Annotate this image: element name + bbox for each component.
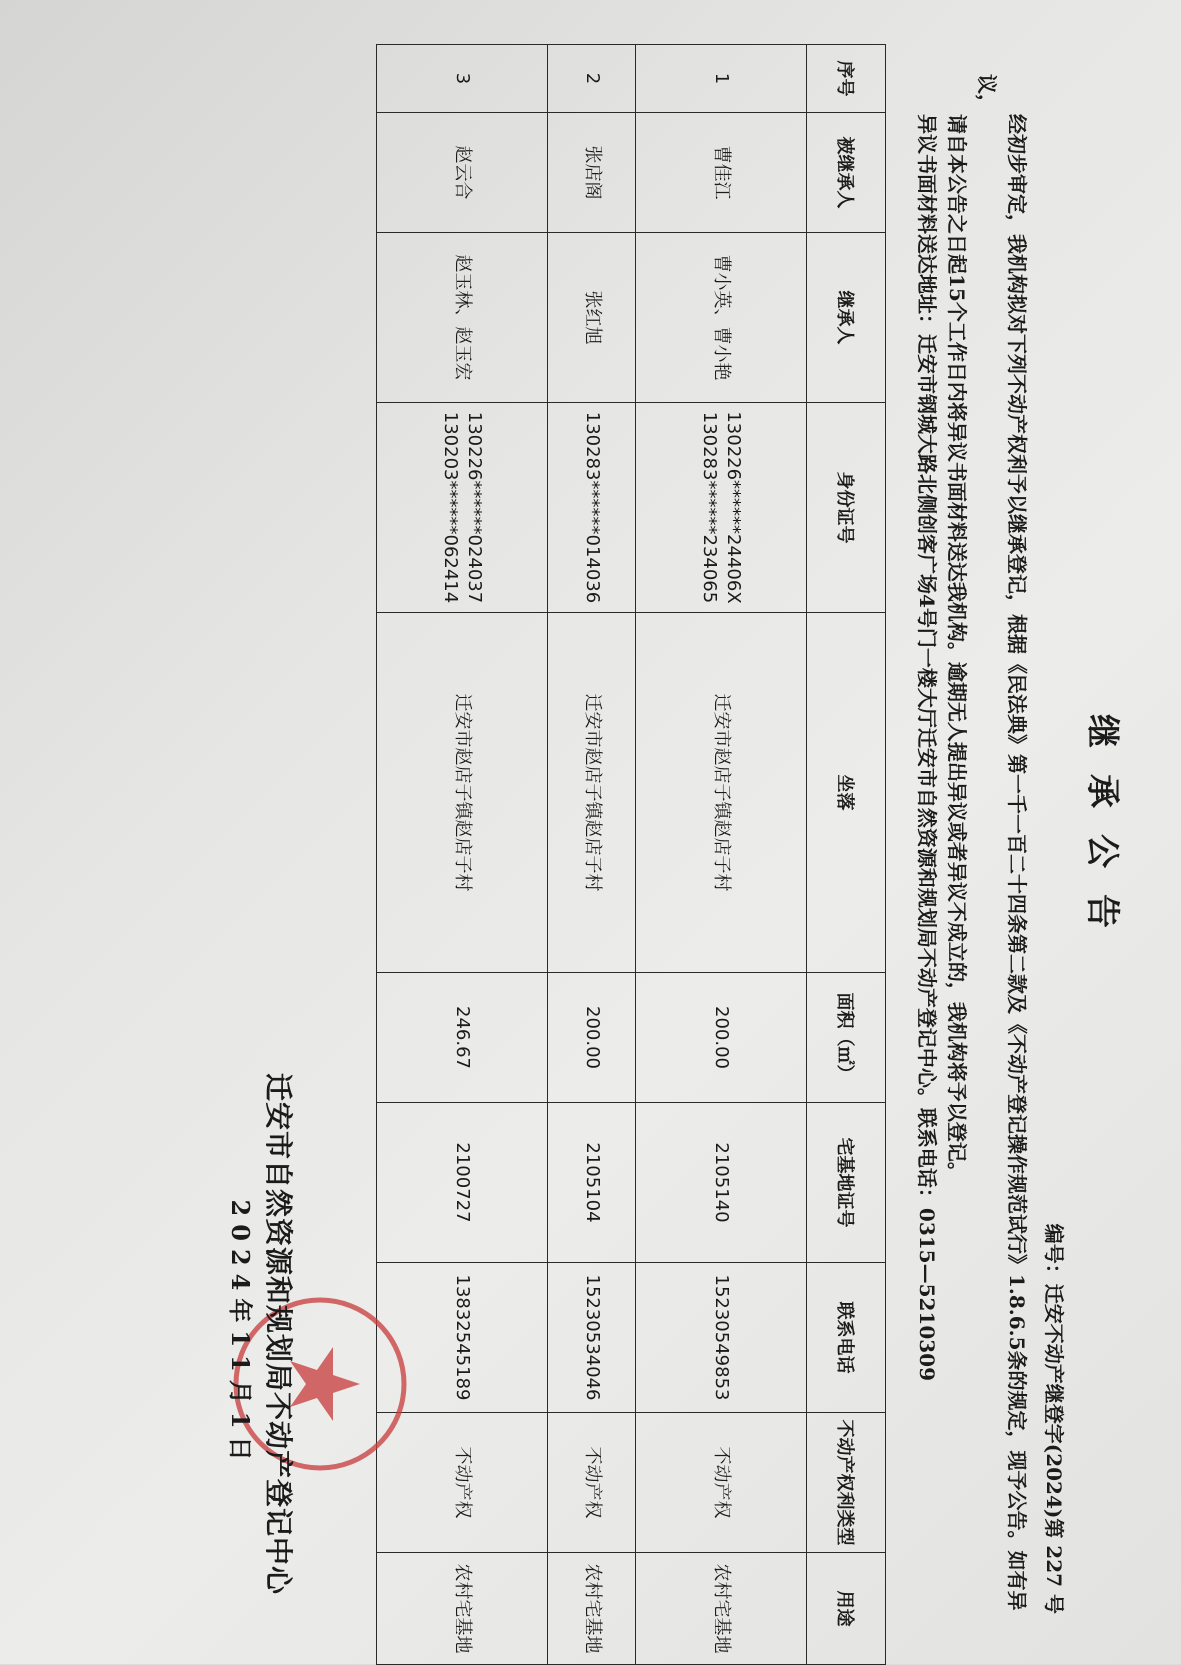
- table-row: [635, 45, 806, 1665]
- id-number-line: 130283******014036: [581, 411, 603, 604]
- document-number: 编号：迁安不动产继登字(2024)第 227 号: [1042, 1223, 1066, 1614]
- cell-homestead-cert: 2100727: [377, 1103, 548, 1263]
- cell-phone: 13832545189: [377, 1263, 548, 1413]
- cell-decedent: 赵云合: [377, 113, 548, 233]
- cell-seq: 2: [548, 45, 635, 113]
- header-seq: 序号: [807, 45, 886, 113]
- header-heirs: 继承人: [807, 233, 886, 403]
- issue-date: 2024年11月1日: [226, 1199, 255, 1469]
- cell-heirs: 曹小英、曹小艳: [635, 233, 806, 403]
- cell-decedent: 张店阁: [548, 113, 635, 233]
- cell-seq: 1: [635, 45, 806, 113]
- cell-use: 农村宅基地: [377, 1553, 548, 1665]
- cell-id-number: [548, 403, 635, 613]
- notice-document: [30, 44, 1130, 1654]
- cell-seq: 3: [377, 45, 548, 113]
- cell-right-type: 不动产权: [635, 1413, 806, 1553]
- notice-paragraph-1: 经初步审定，我机构拟对下列不动产权利予以继承登记，根据《民法典》第一千一百二十四条第二款及《不动产登记操作规范试行》1.8.6.5条的规定，现予公告。如有异议，: [975, 74, 1029, 1611]
- header-id-number: 身份证号: [807, 403, 886, 613]
- header-use: 用途: [807, 1553, 886, 1665]
- id-number-line: 130203******062414: [440, 411, 462, 604]
- id-number-line: 130226******024037: [464, 411, 486, 604]
- cell-right-type: 不动产权: [548, 1413, 635, 1553]
- header-phone: 联系电话: [807, 1263, 886, 1413]
- id-number-line: 130226******24406X: [722, 411, 744, 604]
- header-decedent: 被继承人: [807, 113, 886, 233]
- notice-paragraph-2: 请自本公告之日起15个工作日内将异议书面材料送达我机构。逾期无人提出异议或者异议不成立的，我机构将予以登记。: [945, 114, 969, 1182]
- cell-location: 迁安市赵店子镇赵店子村: [635, 613, 806, 973]
- cell-use: 农村宅基地: [548, 1553, 635, 1665]
- cell-use: 农村宅基地: [635, 1553, 806, 1665]
- table-header-row: [807, 45, 886, 1665]
- header-area: 面积（㎡）: [807, 973, 886, 1103]
- header-right-type: 不动产权利类型: [807, 1413, 886, 1553]
- table-row: [548, 45, 635, 1665]
- seal-star-icon: [290, 1347, 360, 1421]
- notice-paragraph-3: 异议书面材料送达地址：迁安市钢城大路北侧创客广场4号门一楼大厅迁安市自然资源和规划局不动产登记中心。联系电话：0315—5210309: [915, 114, 939, 1381]
- cell-location: 迁安市赵店子镇赵店子村: [548, 613, 635, 973]
- cell-area: 200.00: [635, 973, 806, 1103]
- inheritance-table: [376, 44, 886, 1665]
- cell-phone: 15230549853: [635, 1263, 806, 1413]
- cell-area: 200.00: [548, 973, 635, 1103]
- cell-phone: 15230534046: [548, 1263, 635, 1413]
- cell-area: 246.67: [377, 973, 548, 1103]
- cell-right-type: 不动产权: [377, 1413, 548, 1553]
- header-homestead-cert: 宅基地证号: [807, 1103, 886, 1263]
- issuing-organization: 迁安市自然资源和规划局不动产登记中心: [262, 1072, 295, 1595]
- id-number-line: 130283******234065: [698, 411, 720, 604]
- header-location: 坐落: [807, 613, 886, 973]
- cell-location: 迁安市赵店子镇赵店子村: [377, 613, 548, 973]
- cell-heirs: 赵玉林、赵玉宏: [377, 233, 548, 403]
- cell-homestead-cert: 2105140: [635, 1103, 806, 1263]
- cell-id-number: [377, 403, 548, 613]
- cell-homestead-cert: 2105104: [548, 1103, 635, 1263]
- cell-id-number: [635, 403, 806, 613]
- cell-decedent: 曹佳江: [635, 113, 806, 233]
- notice-title: 继承公告: [1082, 714, 1122, 954]
- cell-heirs: 张红旭: [548, 233, 635, 403]
